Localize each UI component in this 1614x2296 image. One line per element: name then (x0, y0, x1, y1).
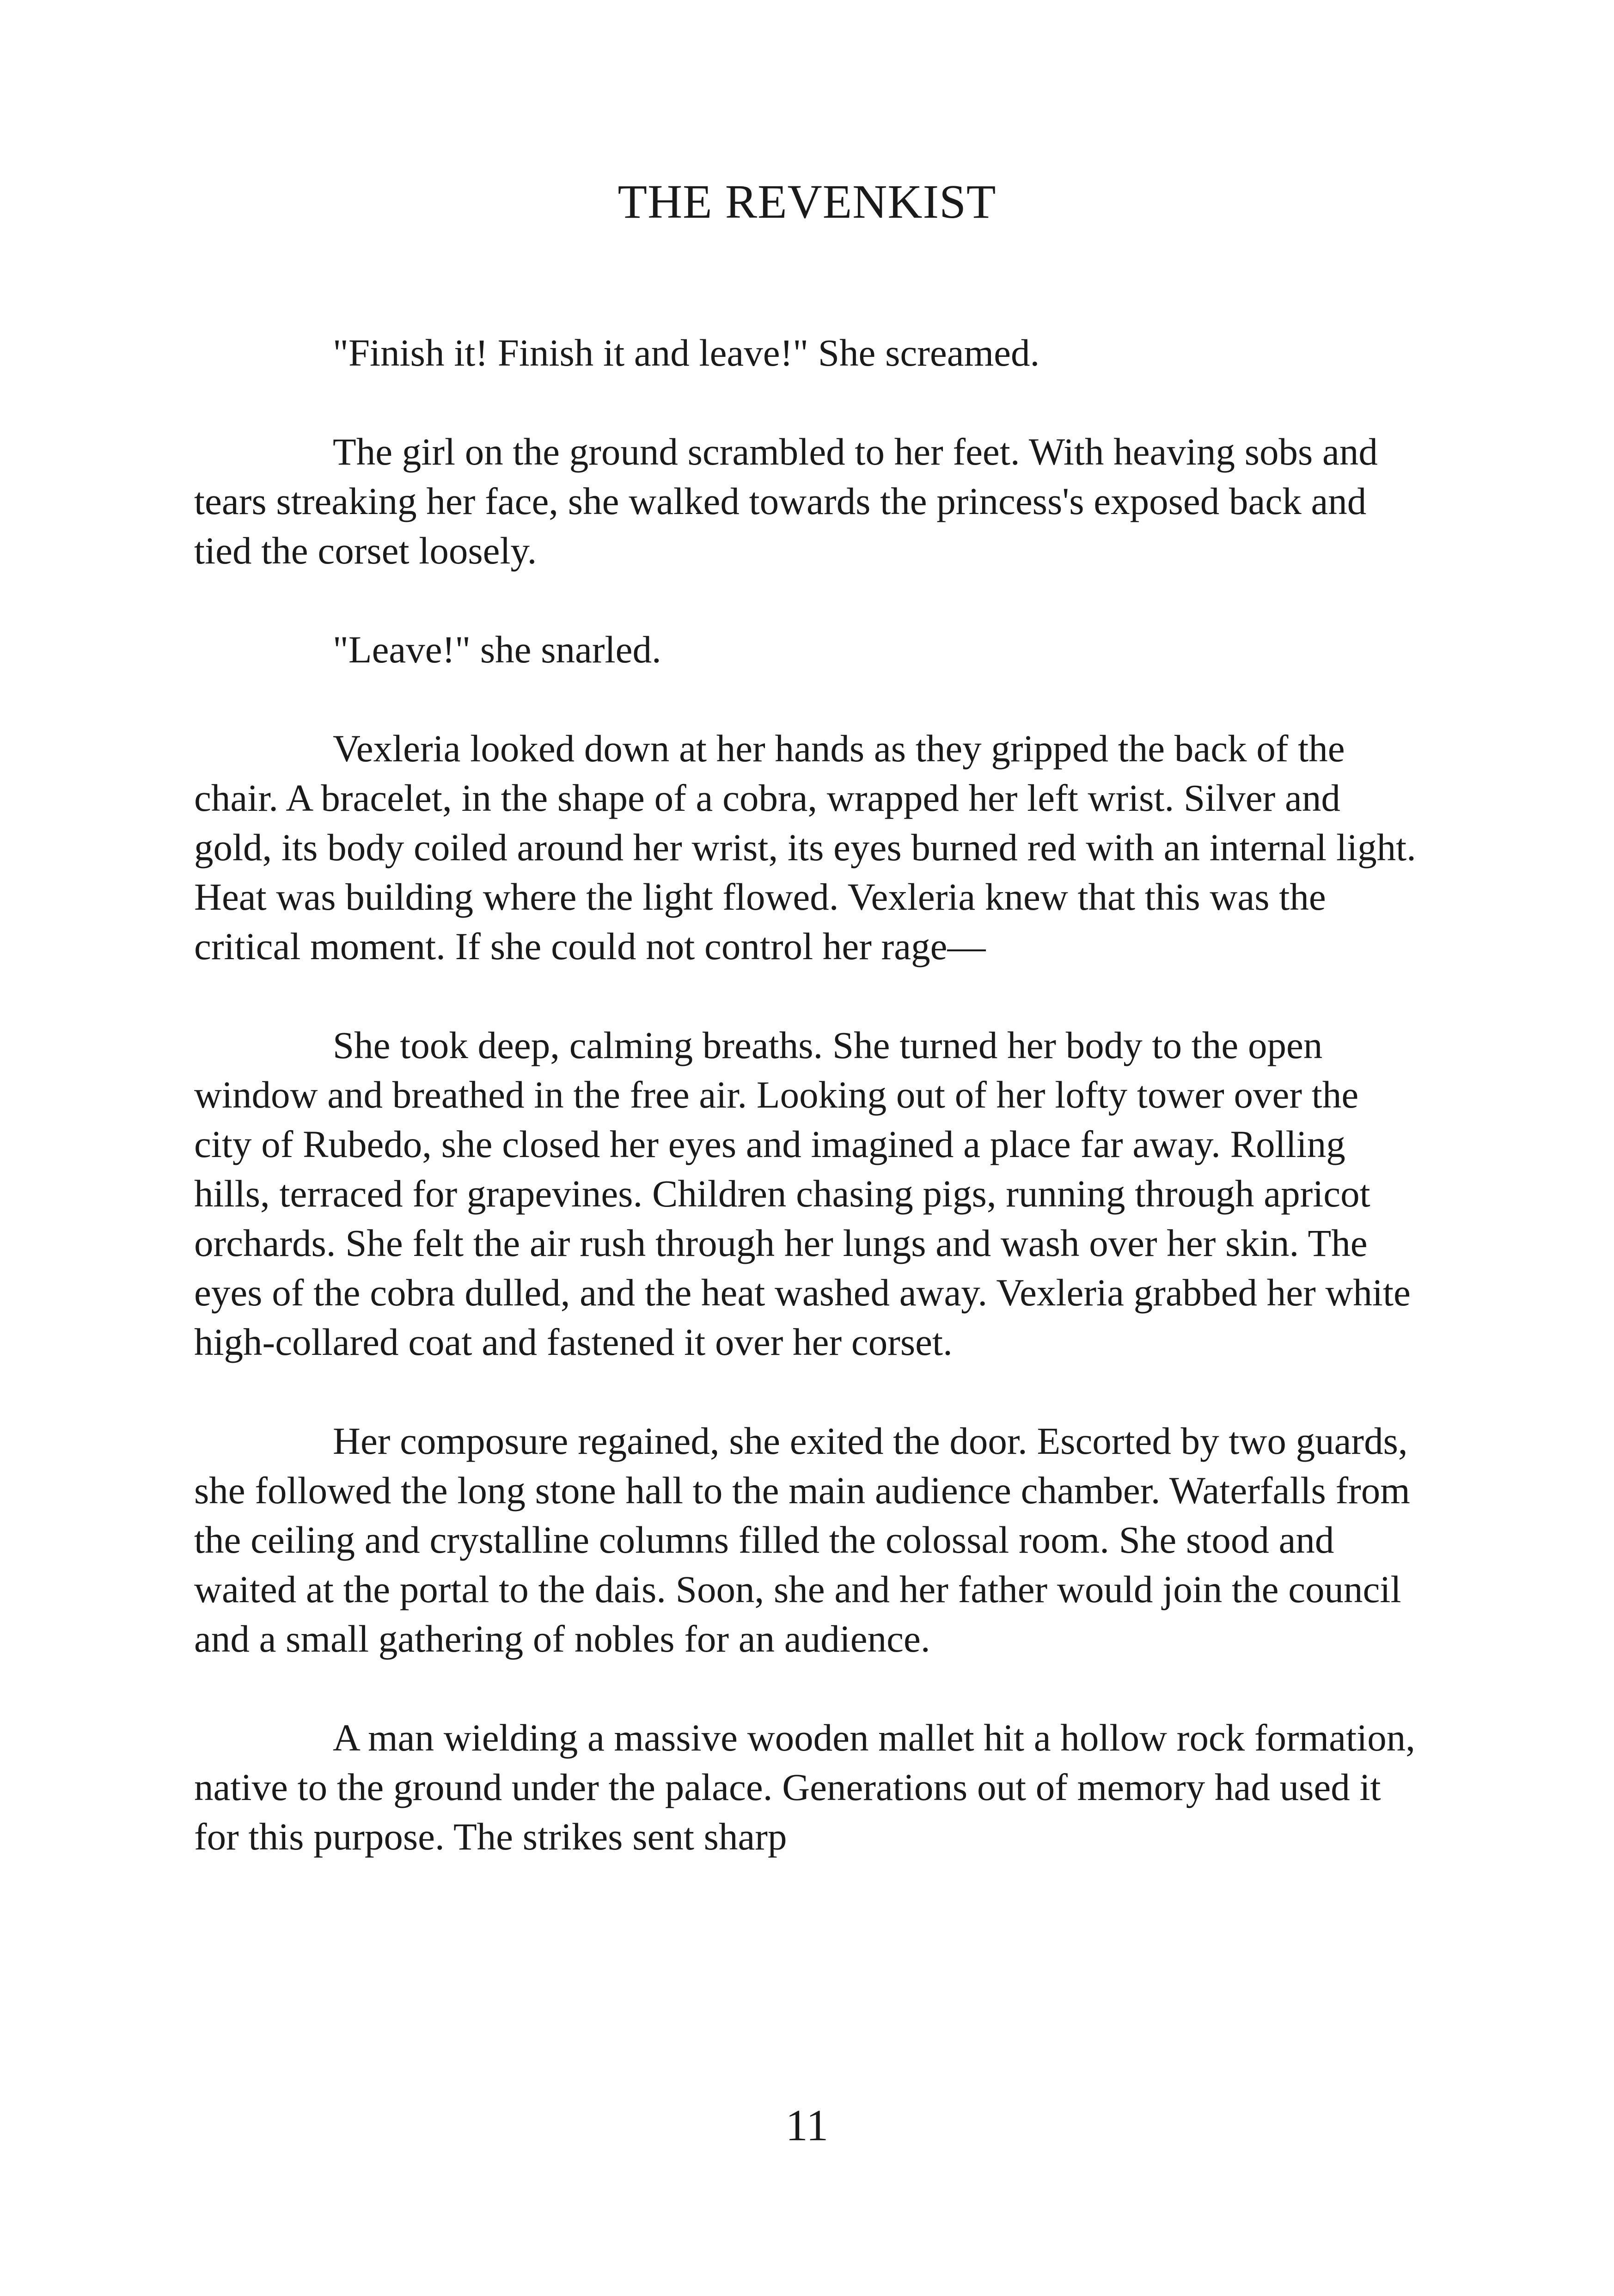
page-body (194, 328, 1424, 1861)
page-number: 11 (785, 2100, 829, 2150)
paragraph-6: Her composure regained, she exited the door. Escorted by two guards, she followed the long stone hall to the main audience chamber. Waterfalls from the ceiling and crystalline columns filled the colossal room. She stood and waited at the portal to the dais. Soon, she and her father would join the council and a small gathering of nobles for an audience. (194, 1420, 1410, 1660)
paragraph-1: "Finish it! Finish it and leave!" She screamed. (333, 331, 1040, 374)
paragraph-3: "Leave!" she snarled. (333, 628, 661, 671)
page-title: THE REVENKIST (617, 175, 997, 228)
paragraph-5: She took deep, calming breaths. She turned her body to the open window and breathed in the free air. Looking out of her lofty tower over the city of Rubedo, she closed her eyes and imagined a place far away. Rolling hills, terraced for grapevines. Children chasing pigs, running through apricot orchards. She felt the air rush through her lungs and wash over her skin. The eyes of the cobra dulled, and the heat washed away. Vexleria grabbed her white high-collared coat and fastened it over her corset. (194, 1024, 1411, 1363)
paragraph-4: Vexleria looked down at her hands as they gripped the back of the chair. A bracelet, in the shape of a cobra, wrapped her left wrist. Silver and gold, its body coiled around her wrist, its eyes burned red with an internal light. Heat was building where the light flowed. Vexleria knew that this was the critical moment. If she could not control her rage— (194, 727, 1416, 967)
paragraph-7: A man wielding a massive wooden mallet hit a hollow rock formation, native to the ground under the palace. Generations out of memory had used it for this purpose. The strikes sent sharp (194, 1716, 1415, 1858)
paragraph-2: The girl on the ground scrambled to her feet. With heaving sobs and tears streaking her face, she walked towards the princess's exposed back and tied the corset loosely. (194, 430, 1378, 572)
